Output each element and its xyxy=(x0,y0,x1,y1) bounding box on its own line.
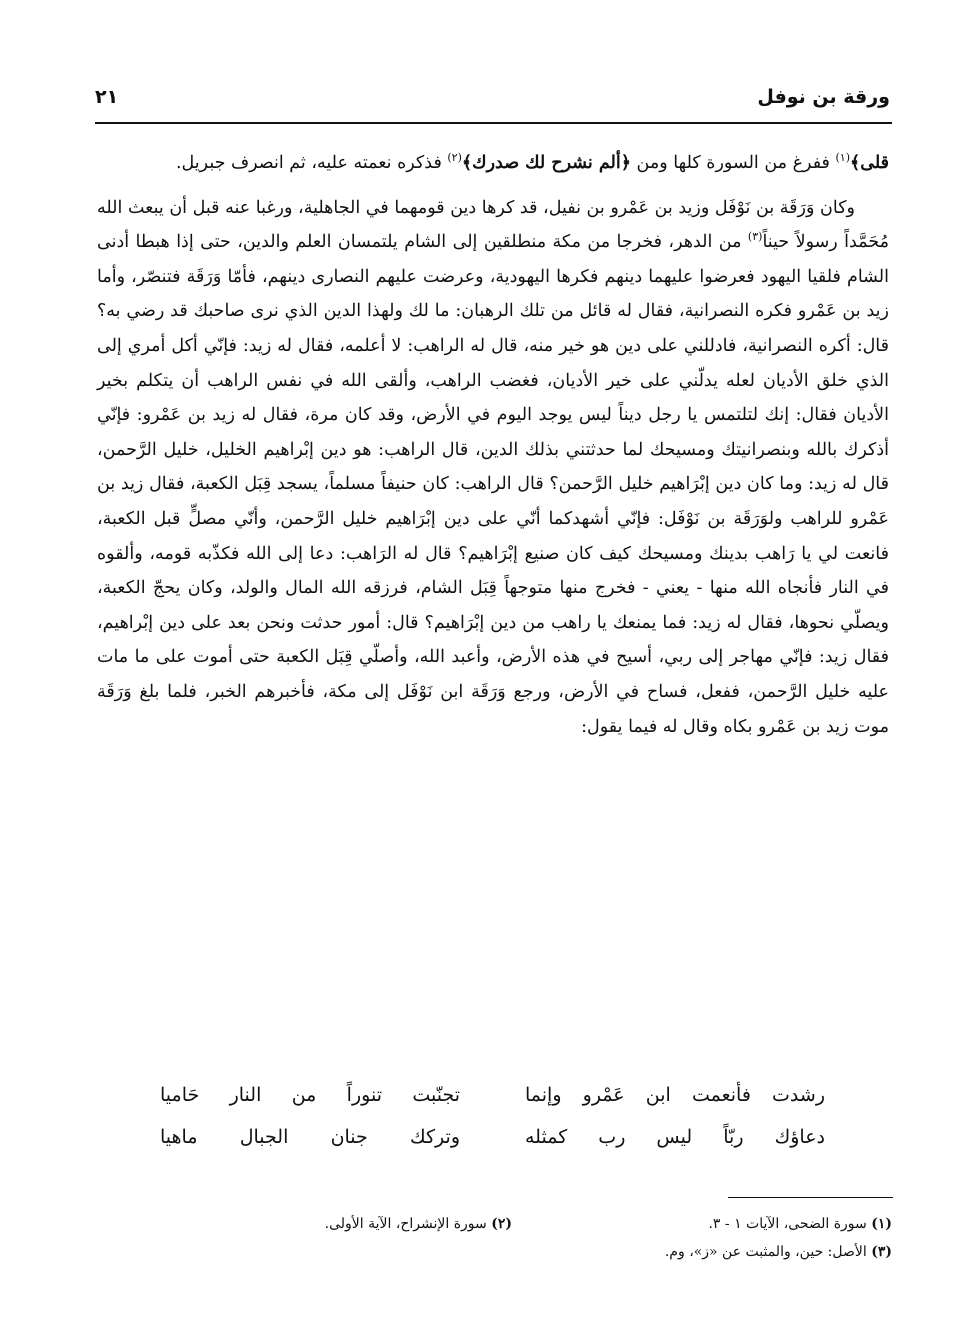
footnote-1-text: سورة الضحى، الآيات ١ - ٣. xyxy=(708,1216,867,1232)
footnote-row-2 xyxy=(140,1238,892,1266)
paragraph-1 xyxy=(97,146,889,181)
footnotes xyxy=(140,1210,892,1266)
footnote-row-1 xyxy=(140,1210,892,1238)
footnote-ref-3: (٣) xyxy=(747,230,763,244)
footnote-3-number: (٣) xyxy=(871,1244,892,1260)
footnote-ref-1: (١) xyxy=(835,151,850,165)
verse-1-first-hemistich: رشدت فأنعمت ابن عَمْرو وإنما xyxy=(525,1084,825,1106)
footnote-3 xyxy=(665,1238,892,1266)
footnote-rule xyxy=(728,1197,893,1198)
paragraph-2 xyxy=(97,191,889,745)
footnote-2-number: (٢) xyxy=(491,1216,512,1232)
paragraph-2-text-b: من الدهر، فخرجا من مكة منطلقين إلى الشام يلتمسان العلم والدين، حتى إذا هبطا أدنى الشام فلقيا اليهود فعرضوا عليهما دينهم فكرها اليهودية، وعرضت عليهم النصارى دينهم، فأمّا وَرَقَة فتنصّر، وأما زيد بن عَمْرو فكره النصرانية، فقال له قائل من تلك الرهبان: ما لك ولهذا الدين الذي نرى صاحبك قد رضي به؟ قال: أكره النصرانية، فادللني على دين هو خير منه، قال له الراهب: لا أعلمه، فقال له زيد: فإنّي أكل أمري إلى الذي خلق الأديان لعله يدلّني على خير الأديان، فغضب الراهب، وألقى الله في نفس الراهب أن يتكلم بخير الأديان فقال: إنك لتلتمس يا رجل ديناً ليس يوجد اليوم في الأرض، وقد كان مرة، فقال له زيد بن عَمْرو: فإنّي أذكرك بالله وبنصرانيتك ومسيحك لما حدثتني بذلك الدين، قال الراهب: هو دين إبْراهيم الخليل، خليل الرَّحمن، قال له زيد: وما كان دين إبْرَاهيم خليل الرَّحمن؟ قال الراهب: كان حنيفاً مسلماً، يسجد قِبَل الكعبة، فقال زيد بن عَمْرو للراهب ولوَرَقَة بن نَوْفَل: فإنّي أشهدكما أنّي على دين إبْرَاهيم خليل الرَّحمن، وأنّي مصلٍّ قبل الكعبة، فانعت لي يا رَاهب بدينك ومسيحك كيف كان صنيع إبْرَاهيم؟ قال له الرَاهب: دعا إلى الله فكذّبه قومه، وألقوه في النار فأنجاه الله منها - يعني - فخرج منها متوجهاً قِبَل الشام، فرزقه الله المال والولد، وكان يحجّ الكعبة، ويصلّي نحوها، فقال له زيد: فما يمنعك يا راهب من دين إبْرَاهيم؟ قال: أمور حدثت ونحن بعد على دين إبْراهيم، فقال زيد: فإنّي مهاجر إلى ربي، أسيح في هذه الأرض، وأعبد الله، وأصلّي قِبَل الكعبة حتى أموت على ما مات عليه خليل الرَّحمن، ففعل، فساح في الأرض، ورجع وَرَقَة ابن نَوْفَل إلى مكة، فأخبرهم الخبر، فلما بلغ وَرَقَة موت زيد بن عَمْرو بكاه وقال له فيما يقول: xyxy=(97,232,889,737)
paragraph-1-text-b: فذكره نعمته عليه، ثم انصرف جبريل. xyxy=(175,153,448,173)
verse-1-second-hemistich: تجنّبت تنوراً من النار حَاميا xyxy=(160,1084,460,1106)
quran-verse-end: قلى﴾ xyxy=(850,153,889,173)
footnote-1-number: (١) xyxy=(871,1216,892,1232)
verse-2-second-hemistich: وتركك جنان الجبال ماهيا xyxy=(160,1126,460,1148)
poem-verse-2 xyxy=(160,1126,825,1168)
poem xyxy=(160,1084,825,1168)
header-rule xyxy=(95,122,892,124)
quran-verse: ﴿ألم نشرح لك صدرك﴾ xyxy=(461,153,631,173)
footnote-1 xyxy=(708,1210,892,1238)
footnote-ref-2: (٢) xyxy=(447,151,462,165)
paragraph-2-text-a: وكان وَرَقَة بن نَوْفَل وزيد بن عَمْرو بن نفيل، قد كرها دين قومهما في الجاهلية، ورغبا عنه قبل أن يبعث الله مُحَمَّداً رسولاً حيناً xyxy=(97,197,889,253)
poem-verse-1 xyxy=(160,1084,825,1126)
footnote-2 xyxy=(325,1210,512,1238)
running-header xyxy=(95,82,890,112)
page-number: ٢١ xyxy=(95,86,119,108)
chapter-title: ورقة بن نوفل xyxy=(757,86,890,108)
paragraph-1-text-a: ففرغ من السورة كلها ومن xyxy=(630,153,836,173)
footnote-2-text: سورة الإنشراح، الآية الأولى. xyxy=(324,1216,487,1232)
footnote-3-text: الأصل: حين، والمثبت عن «ز»، وم. xyxy=(664,1244,867,1260)
verse-2-first-hemistich: دعاؤك ربّاً ليس رب كمثله xyxy=(525,1126,825,1148)
main-text xyxy=(97,146,889,744)
